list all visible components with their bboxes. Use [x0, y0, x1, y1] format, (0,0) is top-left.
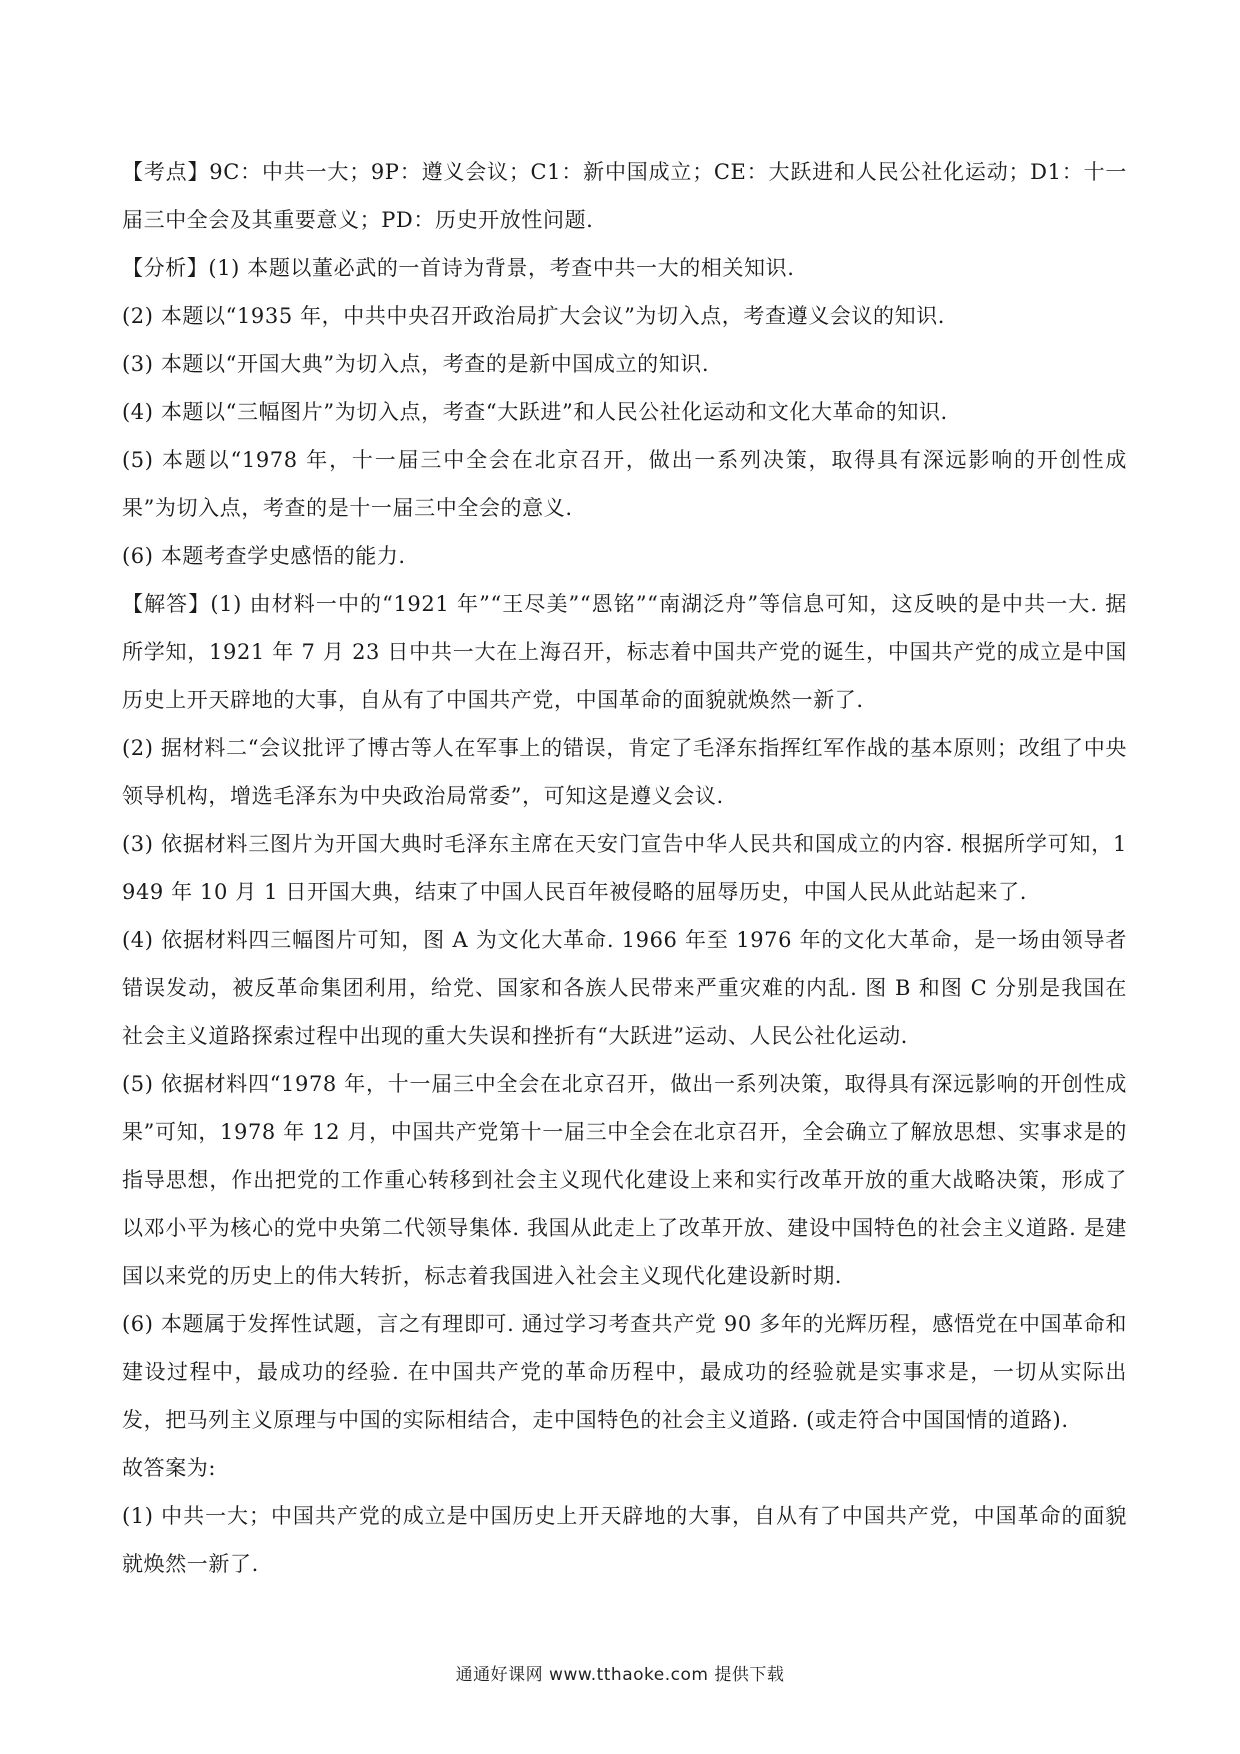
analysis-paragraph-6: (6) 本题考查学史感悟的能力.: [122, 544, 406, 568]
analysis-paragraph-3: (3) 本题以“开国大典”为切入点，考查的是新中国成立的知识.: [122, 352, 710, 376]
analysis-paragraph-5: (5) 本题以“1978 年，十一届三中全会在北京召开，做出一系列决策，取得具有深远影响的开创性成果”为切入点，考查的是十一届三中全会的意义.: [122, 448, 1127, 520]
analysis-paragraph-2: (2) 本题以“1935 年，中共中央召开政治局扩大会议”为切入点，考查遵义会议的知识.: [122, 304, 946, 328]
answer-paragraph-1: (1) 中共一大；中国共产党的成立是中国历史上开天辟地的大事，自从有了中国共产党，中国革命的面貌就焕然一新了.: [122, 1504, 1127, 1576]
answer-heading: 故答案为:: [122, 1456, 217, 1480]
document-body: [122, 148, 1127, 1588]
solution-paragraph-4: (4) 依据材料四三幅图片可知，图 A 为文化大革命. 1966 年至 1976 年的文化大革命，是一场由领导者错误发动，被反革命集团利用，给党、国家和各族人民带来严重灾难的内乱. 图 B 和图 C 分别是我国在社会主义道路探索过程中出现的重大失误和挫折有“大跃进”运动、人民公社化运动.: [122, 928, 1127, 1048]
solution-paragraph-5: (5) 依据材料四“1978 年，十一届三中全会在北京召开，做出一系列决策，取得具有深远影响的开创性成果”可知，1978 年 12 月，中国共产党第十一届三中全会在北京召开，全会确立了解放思想、实事求是的指导思想，作出把党的工作重心转移到社会主义现代化建设上来和实行改革开放的重大战略决策，形成了以邓小平为核心的党中央第二代领导集体. 我国从此走上了改革开放、建设中国特色的社会主义道路. 是建国以来党的历史上的伟大转折，标志着我国进入社会主义现代化建设新时期.: [122, 1072, 1127, 1288]
solution-paragraph-3: (3) 依据材料三图片为开国大典时毛泽东主席在天安门宣告中华人民共和国成立的内容. 根据所学可知，1949 年 10 月 1 日开国大典，结束了中国人民百年被侵略的屈辱历史，中国人民从此站起来了.: [122, 832, 1127, 904]
solution-paragraph-6: (6) 本题属于发挥性试题，言之有理即可. 通过学习考查共产党 90 多年的光辉历程，感悟党在中国革命和建设过程中，最成功的经验. 在中国共产党的革命历程中，最成功的经验就是实事求是，一切从实际出发，把马列主义原理与中国的实际相结合，走中国特色的社会主义道路. (或走符合中国国情的道路).: [122, 1312, 1127, 1432]
analysis-paragraph-4: (4) 本题以“三幅图片”为切入点，考查“大跃进”和人民公社化运动和文化大革命的知识.: [122, 400, 948, 424]
exam-points-paragraph: 【考点】9C：中共一大；9P：遵义会议；C1：新中国成立；CE：大跃进和人民公社化运动；D1：十一届三中全会及其重要意义；PD：历史开放性问题.: [122, 160, 1127, 232]
solution-paragraph-1: 【解答】(1) 由材料一中的“1921 年”“王尽美”“恩铭”“南湖泛舟”等信息可知，这反映的是中共一大. 据所学知，1921 年 7 月 23 日中共一大在上海召开，标志着中国共产党的诞生，中国共产党的成立是中国历史上开天辟地的大事，自从有了中国共产党，中国革命的面貌就焕然一新了.: [122, 592, 1127, 712]
page-footer: 通通好课网 www.tthaoke.com 提供下载: [455, 1665, 785, 1685]
analysis-paragraph-1: 【分析】(1) 本题以董必武的一首诗为背景，考查中共一大的相关知识.: [122, 256, 795, 280]
solution-paragraph-2: (2) 据材料二“会议批评了博古等人在军事上的错误，肯定了毛泽东指挥红军作战的基本原则；改组了中央领导机构，增选毛泽东为中央政治局常委”，可知这是遵义会议.: [122, 736, 1127, 808]
